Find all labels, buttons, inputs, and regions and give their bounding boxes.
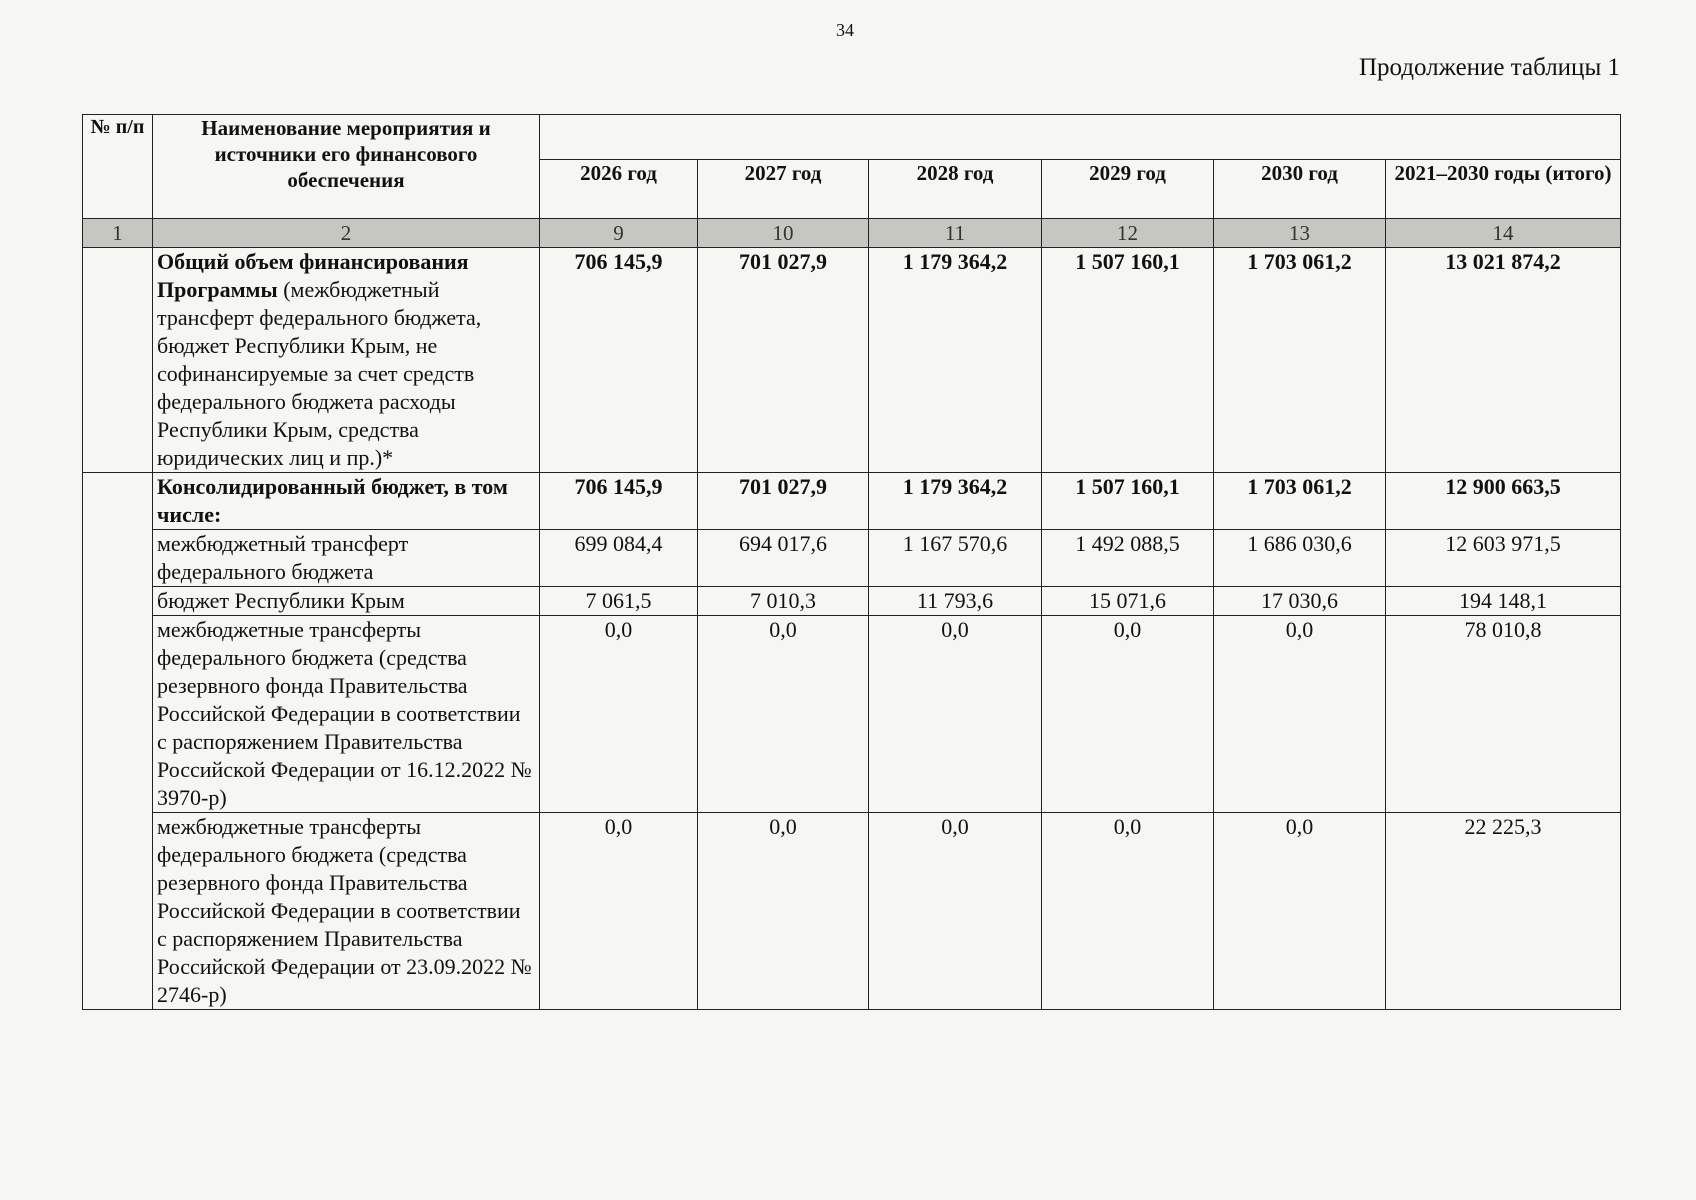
value-cell: 0,0 (1214, 813, 1386, 1010)
column-number: 12 (1042, 219, 1214, 248)
header-year-2026: 2026 год (540, 160, 698, 219)
value-cell-total: 194 148,1 (1386, 587, 1621, 616)
row-label: бюджет Республики Крым (153, 587, 540, 616)
value-cell: 0,0 (540, 813, 698, 1010)
value-cell: 15 071,6 (1042, 587, 1214, 616)
value-cell: 1 507 160,1 (1042, 248, 1214, 473)
table-row (83, 616, 1621, 813)
column-number: 13 (1214, 219, 1386, 248)
header-year-2027: 2027 год (698, 160, 869, 219)
value-cell: 1 686 030,6 (1214, 530, 1386, 587)
header-years-group (540, 115, 1621, 160)
value-cell: 706 145,9 (540, 473, 698, 530)
value-cell: 7 010,3 (698, 587, 869, 616)
value-cell: 1 492 088,5 (1042, 530, 1214, 587)
row-number-cell (83, 248, 153, 473)
value-cell: 1 507 160,1 (1042, 473, 1214, 530)
value-cell: 699 084,4 (540, 530, 698, 587)
value-cell: 0,0 (698, 813, 869, 1010)
value-cell-total: 12 603 971,5 (1386, 530, 1621, 587)
value-cell: 1 167 570,6 (869, 530, 1042, 587)
value-cell-total: 13 021 874,2 (1386, 248, 1621, 473)
header-year-2028: 2028 год (869, 160, 1042, 219)
column-number: 14 (1386, 219, 1621, 248)
row-number-cell (83, 473, 153, 1010)
table-row (83, 248, 1621, 473)
column-number: 2 (153, 219, 540, 248)
column-numbers-row (83, 219, 1621, 248)
value-cell: 701 027,9 (698, 248, 869, 473)
value-cell: 1 179 364,2 (869, 473, 1042, 530)
column-number: 1 (83, 219, 153, 248)
header-no: № п/п (83, 115, 153, 219)
row-label-bold: Общий объем финансирования Программы (157, 249, 469, 302)
value-cell: 0,0 (1042, 616, 1214, 813)
value-cell: 0,0 (1214, 616, 1386, 813)
header-year-2029: 2029 год (1042, 160, 1214, 219)
page-number: 34 (836, 20, 854, 40)
table-row (83, 530, 1621, 587)
value-cell: 706 145,9 (540, 248, 698, 473)
value-cell: 1 179 364,2 (869, 248, 1042, 473)
value-cell: 0,0 (869, 813, 1042, 1010)
value-cell: 7 061,5 (540, 587, 698, 616)
row-label: Консолидированный бюджет, в том числе: (153, 473, 540, 530)
row-label: межбюджетные трансферты федерального бюджета (средства резервного фонда Правительства Российской Федерации в соответствии с распоряжением Правительства Российской Федерации от 23.09.2022 № 2746-р) (153, 813, 540, 1010)
column-number: 11 (869, 219, 1042, 248)
value-cell: 1 703 061,2 (1214, 248, 1386, 473)
value-cell: 1 703 061,2 (1214, 473, 1386, 530)
value-cell: 0,0 (698, 616, 869, 813)
value-cell-total: 22 225,3 (1386, 813, 1621, 1010)
header-year-2030: 2030 год (1214, 160, 1386, 219)
header-total: 2021–2030 годы (итого) (1386, 160, 1621, 219)
value-cell: 694 017,6 (698, 530, 869, 587)
value-cell: 11 793,6 (869, 587, 1042, 616)
table-row (83, 813, 1621, 1010)
row-label (153, 248, 540, 473)
continuation-title: Продолжение таблицы 1 (1358, 54, 1620, 81)
table-row (83, 473, 1621, 530)
value-cell-total: 78 010,8 (1386, 616, 1621, 813)
value-cell: 0,0 (540, 616, 698, 813)
column-number: 9 (540, 219, 698, 248)
column-number: 10 (698, 219, 869, 248)
value-cell-total: 12 900 663,5 (1386, 473, 1621, 530)
table-row (83, 587, 1621, 616)
row-label-rest: (межбюджетный трансферт федерального бюджета, бюджет Республики Крым, не софинансируемые за счет средств федерального бюджета расходы Республики Крым, средства юридических лиц и пр.)* (157, 277, 482, 470)
value-cell: 17 030,6 (1214, 587, 1386, 616)
value-cell: 0,0 (869, 616, 1042, 813)
row-label: межбюджетные трансферты федерального бюджета (средства резервного фонда Правительства Российской Федерации в соответствии с распоряжением Правительства Российской Федерации от 16.12.2022 № 3970-р) (153, 616, 540, 813)
value-cell: 0,0 (1042, 813, 1214, 1010)
row-label: межбюджетный трансферт федерального бюджета (153, 530, 540, 587)
budget-table (82, 114, 1621, 1010)
value-cell: 701 027,9 (698, 473, 869, 530)
header-name: Наименование мероприятия и источники его финансового обеспечения (153, 115, 540, 219)
